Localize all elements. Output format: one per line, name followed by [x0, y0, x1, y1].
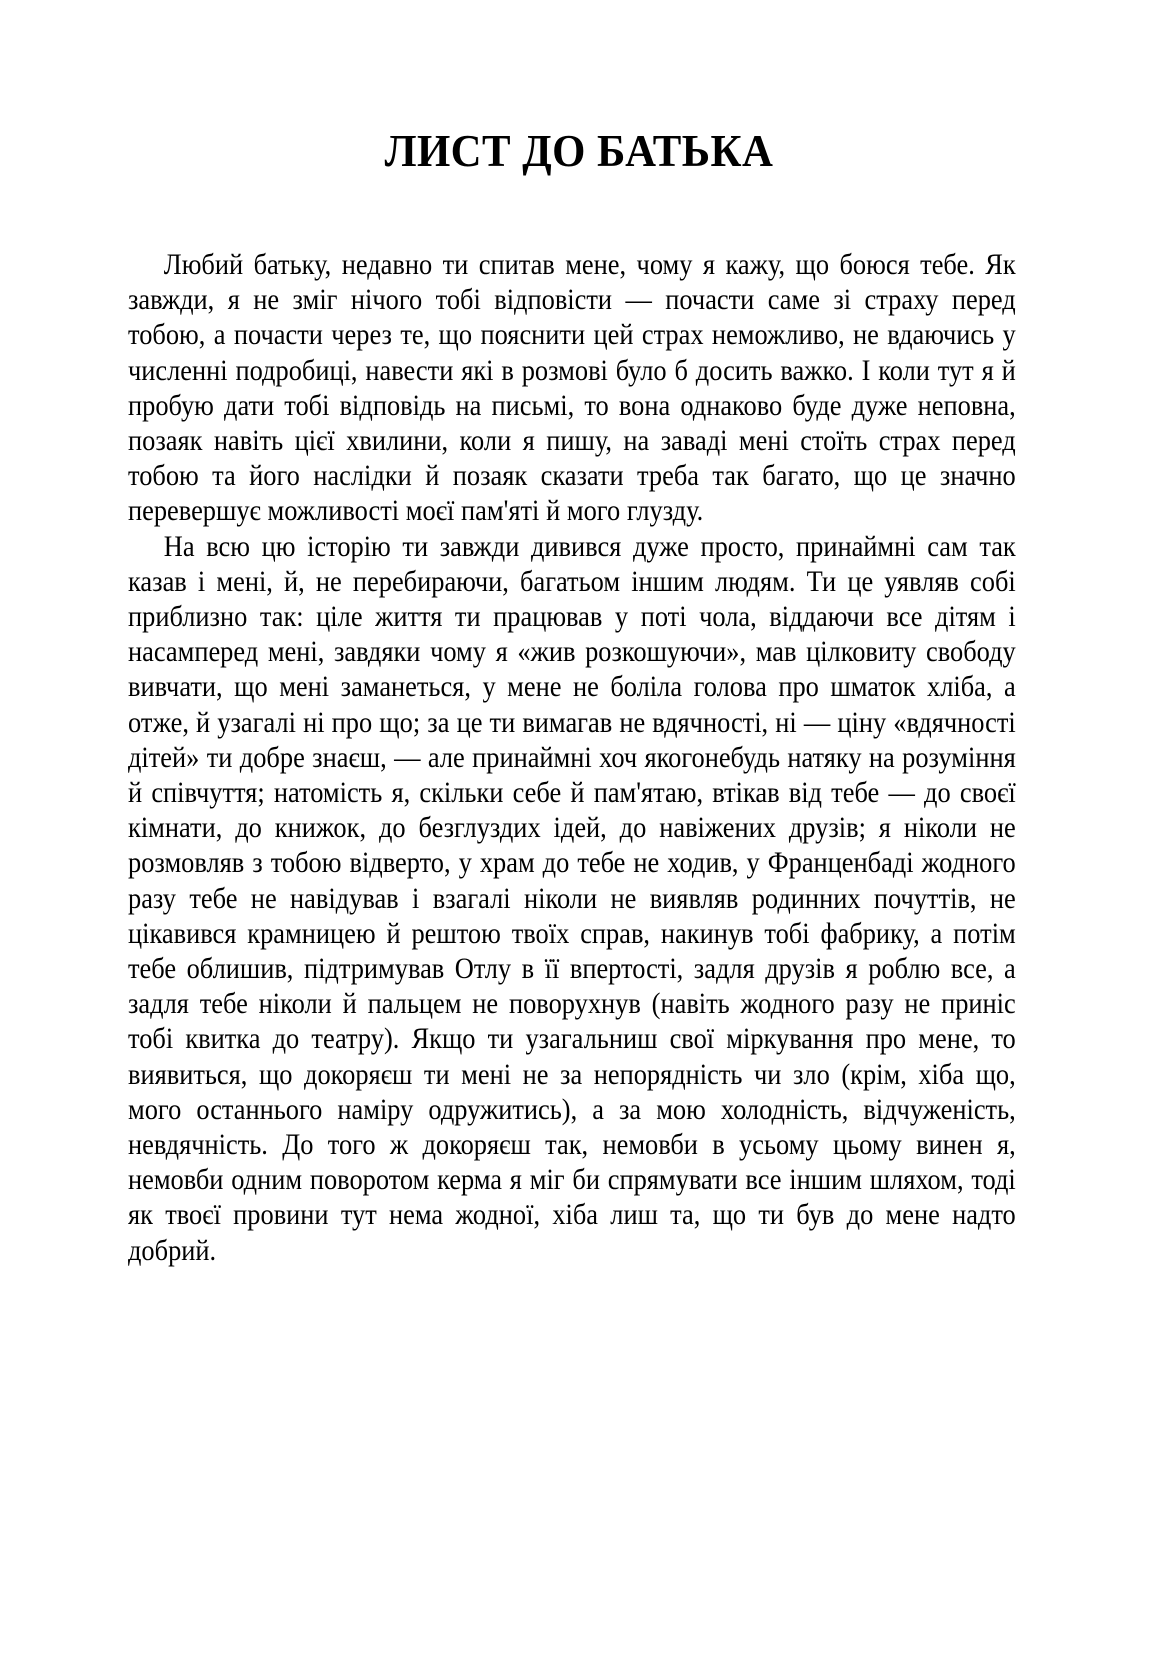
page-title: ЛИСТ ДО БАТЬКА	[384, 124, 774, 176]
body-text-block	[128, 248, 1016, 1269]
paragraph: Любий батьку, недавно ти спитав мене, чому я кажу, що боюся тебе. Як завжди, я не зміг нічого тобі відповісти — почасти саме зі страху перед тобою, а почасти через те, що пояснити цей страх неможливо, не вдаючись у численні подробиці, навести які в розмові було б досить важко. І коли тут я й пробую дати тобі відповідь на письмі, то вона однаково буде дуже неповна, позаяк навіть цієї хвилини, коли я пишу, на заваді мені стоїть страх перед тобою та його наслідки й позаяк сказати треба так багато, що це значно перевершує можливості моєї пам'яті й мого глузду.	[128, 249, 1016, 528]
paragraph: На всю цю історію ти завжди дивився дуже просто, принаймні сам так казав і мені, й, не перебираючи, багатьом іншим людям. Ти це уявляв собі приблизно так: ціле життя ти працював у поті чола, віддаючи все дітям і насамперед мені, завдяки чому я «жив розкошуючи», мав цілковиту свободу вивчати, що мені заманеться, у мене не боліла голова про шматок хліба, а отже, й узагалі ні про що; за це ти вимагав не вдячності, ні — ціну «вдячності дітей» ти добре знаєш, — але принаймні хоч якогонебудь натяку на розуміння й співчуття; натомість я, скільки себе й пам'ятаю, втікав від тебе — до своєї кімнати, до книжок, до безглуздих ідей, до навіжених друзів; я ніколи не розмовляв з тобою відверто, у храм до тебе не ходив, у Франценбаді жодного разу тебе не навідував і взагалі ніколи не виявляв родинних почуттів, не цікавився крамницею й рештою твоїх справ, накинув тобі фабрику, а потім тебе облишив, підтримував Отлу в її впертості, задля друзів я роблю все, а задля тебе ніколи й пальцем не поворухнув (навіть жодного разу не приніс тобі квитка до театру). Якщо ти узагальниш свої міркування про мене, то виявиться, що докоряєш ти мені не за непорядність чи зло (крім, хіба що, мого останнього наміру одружитись), а за мою холодність, відчуженість, невдячність. До того ж докоряєш так, немовби в усьому цьому винен я, немовби одним поворотом керма я міг би спрямувати все іншим шляхом, тоді як твоєї провини тут нема жодної, хіба лиш та, що ти був до мене надто добрий.	[128, 530, 1016, 1267]
